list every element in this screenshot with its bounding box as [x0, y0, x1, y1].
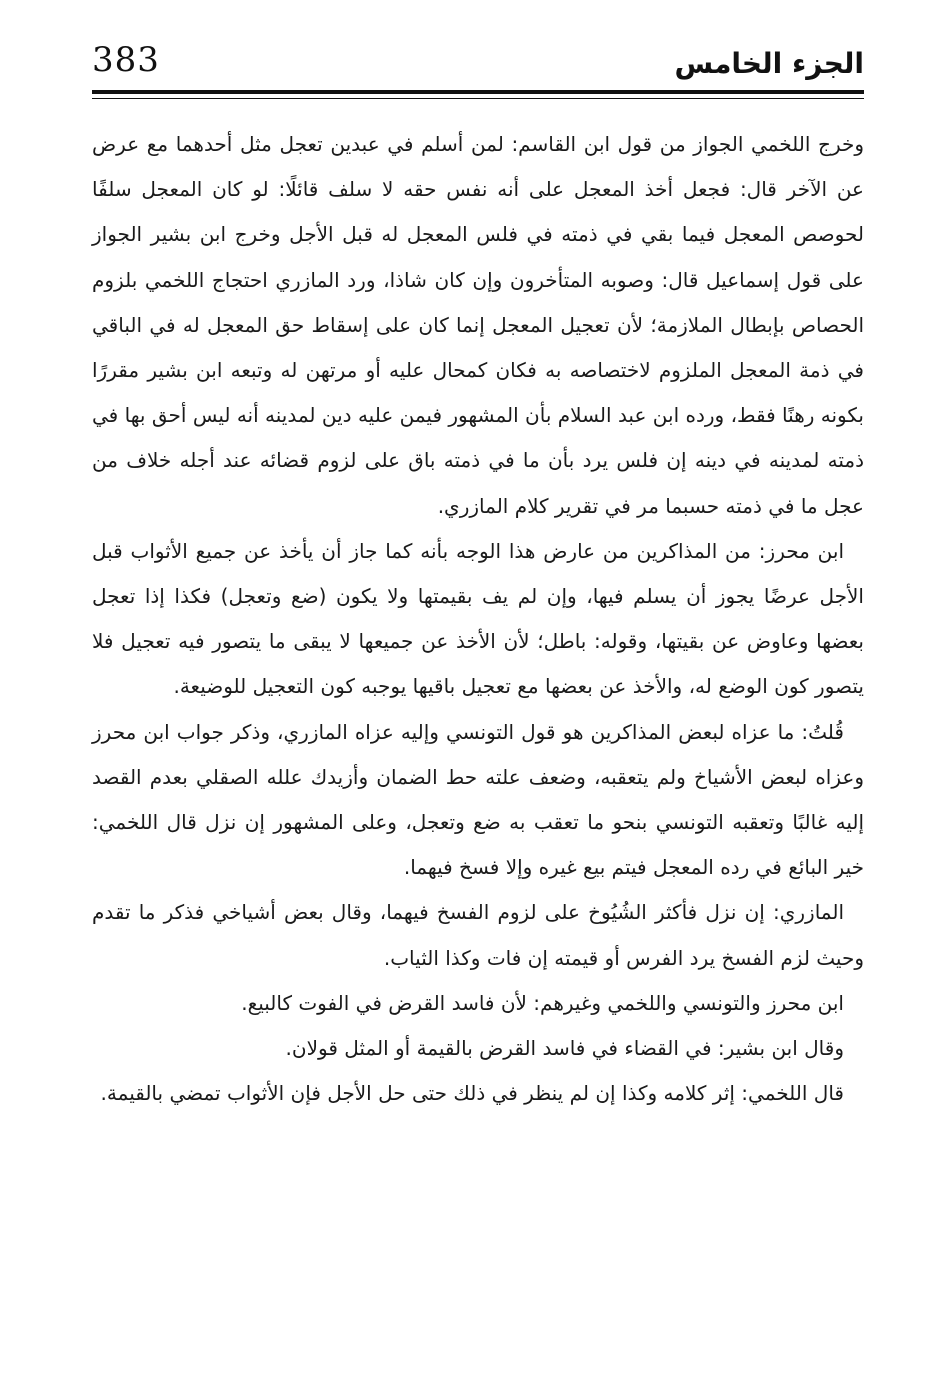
paragraph: وقال ابن بشير: في القضاء في فاسد القرض بالقيمة أو المثل قولان.	[285, 1036, 844, 1061]
header-rule-thin	[92, 98, 864, 99]
paragraph: قُلتُ: ما عزاه لبعض المذاكرين هو قول التونسي وإليه عزاه المازري، وذكر جواب ابن محرز وعزاه لبعض الأشياخ ولم يتعقبه، وضعف علته حط الضمان وأزيدك علله الصقلي بعدم القصد إليه غالبًا وتعقبه التونسي بنحو ما تعقب به ضع وتعجل، وعلى المشهور إن نزل قال اللخمي: خير البائع في رده المعجل فيتم بيع غيره وإلا فسخ فيهما.	[92, 719, 864, 880]
header-rule-thick	[92, 90, 864, 94]
page-number: 383	[92, 40, 160, 80]
body-text	[92, 122, 864, 1116]
paragraph: المازري: إن نزل فأكثر الشُيُوخ على لزوم الفسخ فيهما، وقال بعض أشياخي فذكر ما تقدم وحيث لزم الفسخ يرد الفرس أو قيمته إن فات وكذا الثياب.	[92, 900, 864, 970]
paragraph: ابن محرز: من المذاكرين من عارض هذا الوجه بأنه كما جاز أن يأخذ عن جميع الأثواب قبل الأجل عرضًا يجوز أن يسلم فيها، وإن لم يف بقيمتها ولا يكون (ضع وتعجل) فكذا إذا تعجل بعضها وعاوض عن بقيتها، وقوله: باطل؛ لأن الأخذ عن جميعها لا يبقى ما يتصور فيه تعجيل فلا يتصور كون الوضع له، والأخذ عن بعضها مع تعجيل باقيها يوجبه كون التعجيل للوضيعة.	[92, 538, 864, 699]
running-head-title: الجزء الخامس	[674, 47, 864, 80]
paragraph: ابن محرز والتونسي واللخمي وغيرهم: لأن فاسد القرض في الفوت كالبيع.	[241, 990, 844, 1015]
page-header	[92, 40, 864, 92]
paragraph: قال اللخمي: إثر كلامه وكذا إن لم ينظر في ذلك حتى حل الأجل فإن الأثواب تمضي بالقيمة.	[100, 1081, 844, 1106]
paragraph: وخرج اللخمي الجواز من قول ابن القاسم: لمن أسلم في عبدين تعجل مثل أحدهما مع عرض عن الآخر قال: فجعل أخذ المعجل على أنه نفس حقه لا سلف قائلًا: لو كان المعجل سلفًا لحوصص المعجل فيما بقي في ذمته في فلس المعجل له قبل الأجل وخرج ابن بشير الجواز على قول إسماعيل قال: وصوبه المتأخرون وإن كان شاذا، ورد المازري احتجاج اللخمي بلزوم الحصاص بإبطال الملازمة؛ لأن تعجيل المعجل إنما كان على إسقاط حق المعجل له في الباقي في ذمة المعجل الملزوم لاختصاصه به فكان كمحال عليه أو مرتهن له وتبعه ابن بشير مقررًا بكونه رهنًا فقط، ورده ابن عبد السلام بأن المشهور فيمن عليه دين لمدينه أنه ليس أحق بها في ذمته لمدينه في دينه إن فلس يرد بأن ما في ذمته باق على لزوم قضائه عند أجله خلاف من عجل ما في ذمته حسبما مر في تقرير كلام المازري.	[92, 132, 864, 518]
